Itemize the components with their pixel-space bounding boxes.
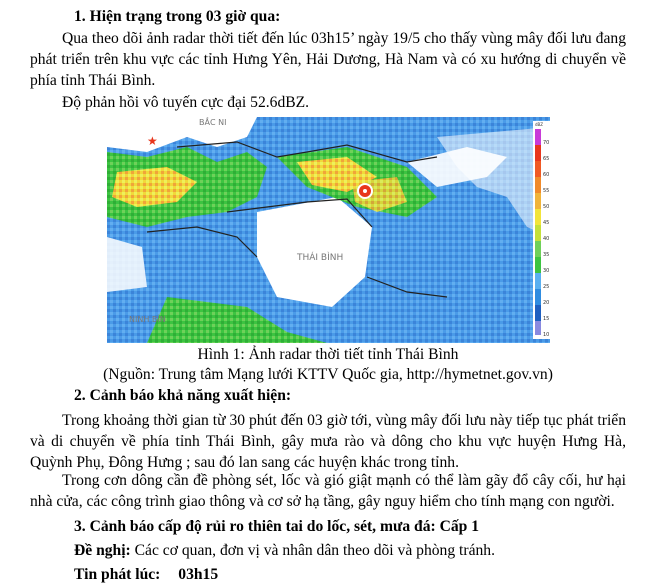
color-scale [535, 129, 541, 335]
scale-tick: 25 [543, 284, 550, 290]
radar-image [107, 117, 550, 343]
scale-tick: 45 [543, 220, 550, 226]
scale-tick: 30 [543, 268, 550, 274]
section2-paragraph-2: Trong cơn dông cần đề phòng sét, lốc và gió giật mạnh có thể làm gãy đổ cây cối, hư hại nhà cửa, các công trình giao thông và cơ sở hạ tầng, gây nguy hiểm cho tính mạng con người. [30, 472, 626, 510]
section3-heading: 3. Cảnh báo cấp độ rủi ro thiên tai do lốc, sét, mưa đá: Cấp 1 [74, 518, 480, 535]
radar-map [107, 117, 550, 343]
issue-time-value: 03h15 [178, 566, 219, 583]
scale-tick: 10 [543, 332, 550, 338]
section1-paragraph-2: Độ phản hồi vô tuyến cực đại 52.6dBZ. [62, 94, 310, 111]
scale-tick: 70 [543, 140, 550, 146]
scale-tick: 15 [543, 316, 550, 322]
scale-tick: 60 [543, 172, 550, 178]
proposal-text: Các cơ quan, đơn vị và nhân dân theo dõi và phòng tránh. [130, 542, 495, 559]
issue-time-line [74, 564, 656, 585]
map-label-center: THÁI BÌNH [297, 253, 344, 263]
proposal-line [74, 540, 656, 561]
issue-time-label: Tin phát lúc: [74, 566, 161, 583]
figure-source: (Nguồn: Trung tâm Mạng lưới KTTV Quốc gia, http://hymetnet.gov.vn) [103, 366, 553, 383]
figure-caption: Hình 1: Ảnh radar thời tiết tỉnh Thái Bình [197, 346, 459, 363]
scale-tick: 50 [543, 204, 550, 210]
proposal-label: Đề nghị: [74, 542, 131, 559]
section1-paragraph-1: Qua theo dõi ảnh radar thời tiết đến lúc 03h15’ ngày 19/5 cho thấy vùng mây đối lưu đang phát triển trên khu vực các tỉnh Hưng Yên, Hải Dương, Hà Nam và có xu hướng di chuyển về phía tỉnh Thái Bình. [30, 30, 626, 89]
scale-tick: 40 [543, 236, 550, 242]
section2-heading: 2. Cảnh báo khả năng xuất hiện: [74, 387, 292, 404]
radar-station-icon: ★ [147, 134, 158, 148]
map-label-west: NINH BÌN [129, 315, 166, 324]
scale-tick: 65 [543, 156, 550, 162]
storm-marker-center [363, 189, 367, 193]
scale-tick: 20 [543, 300, 550, 306]
scale-tick: 55 [543, 188, 550, 194]
scale-unit: dBZ [535, 122, 544, 127]
section1-heading: 1. Hiện trạng trong 03 giờ qua: [74, 8, 281, 25]
scale-tick: 35 [543, 252, 550, 258]
map-label-north: BẮC NI [199, 118, 227, 127]
section2-paragraph-1: Trong khoảng thời gian từ 30 phút đến 03 giờ tới, vùng mây đối lưu này tiếp tục phát triển và di chuyển về phía tỉnh Thái Bình, gây mưa rào và dông cho khu vực huyện Hưng Hà, Quỳnh Phụ, Đông Hưng ; sau đó lan sang các huyện khác trong tỉnh. [30, 412, 626, 471]
